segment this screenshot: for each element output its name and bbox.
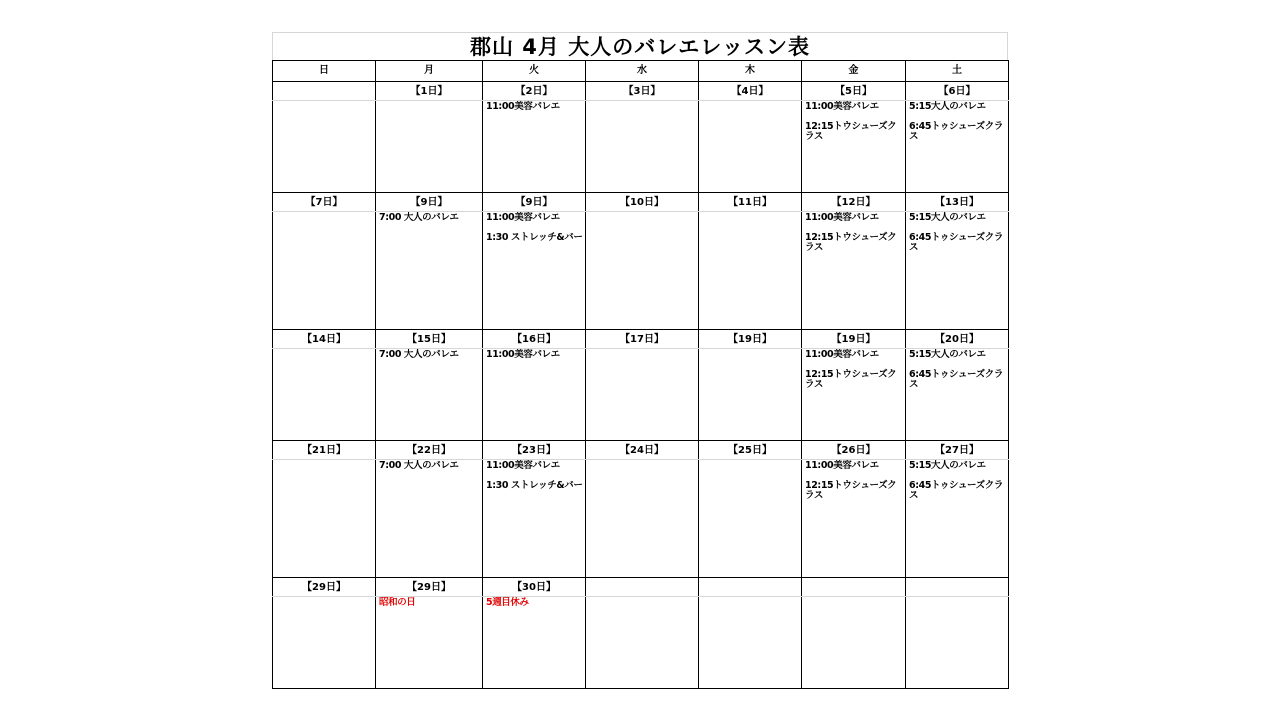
- day-events: [699, 597, 801, 598]
- day-cell: [483, 460, 586, 578]
- calendar-table: [272, 60, 1009, 689]
- lesson-entry: 5:15大人のバレエ: [909, 460, 986, 471]
- week-date-row: [273, 330, 1009, 349]
- day-cell: [699, 101, 802, 193]
- day-cell: [802, 597, 906, 689]
- day-events: [586, 460, 698, 461]
- weekday-mon: 月: [376, 61, 483, 82]
- day-cell: [376, 460, 483, 578]
- day-cell: [802, 349, 906, 441]
- lesson-entry: 11:00美容バレエ: [486, 349, 560, 360]
- day-events: [483, 597, 585, 608]
- day-events: [273, 349, 375, 350]
- lesson-entry: 12:15トウシューズクラス: [805, 232, 897, 253]
- page-title: 郡山 4月 大人のバレエレッスン表: [469, 35, 811, 59]
- day-events: [802, 212, 905, 263]
- day-events: [586, 212, 698, 213]
- lesson-entry: 5:15大人のバレエ: [909, 212, 986, 223]
- day-cell: [699, 460, 802, 578]
- weekday-sun: 日: [273, 61, 376, 82]
- day-events: [586, 101, 698, 102]
- holiday-note: 昭和の日: [379, 597, 416, 608]
- day-cell: [802, 460, 906, 578]
- weekday-thu: 木: [699, 61, 802, 82]
- day-events: [376, 101, 482, 102]
- lesson-entry: 12:15トウシューズクラス: [805, 480, 897, 501]
- day-events: [906, 212, 1008, 263]
- date-label: 【10日】: [586, 193, 699, 212]
- date-label: [586, 578, 699, 597]
- date-label: 【19日】: [802, 330, 906, 349]
- date-label: 【6日】: [906, 82, 1009, 101]
- date-label: 【25日】: [699, 441, 802, 460]
- day-events: [376, 597, 482, 608]
- day-events: [802, 101, 905, 152]
- lesson-entry: 5:15大人のバレエ: [909, 101, 986, 112]
- day-cell: [802, 101, 906, 193]
- day-events: [802, 597, 905, 598]
- day-events: [906, 597, 1008, 598]
- day-cell: [906, 349, 1009, 441]
- day-cell: [376, 212, 483, 330]
- date-label: 【9日】: [376, 193, 483, 212]
- day-cell: [483, 101, 586, 193]
- week-events-row: [273, 212, 1009, 330]
- date-label: [906, 578, 1009, 597]
- day-events: [273, 597, 375, 598]
- day-cell: [906, 597, 1009, 689]
- day-events: [699, 460, 801, 461]
- day-cell: [483, 349, 586, 441]
- date-label: 【7日】: [273, 193, 376, 212]
- lesson-schedule-sheet: [272, 32, 1008, 689]
- weekday-fri: 金: [802, 61, 906, 82]
- day-events: [906, 460, 1008, 511]
- lesson-entry: 7:00 大人のバレエ: [379, 349, 459, 360]
- weekday-wed: 水: [586, 61, 699, 82]
- lesson-entry: 1:30 ストレッチ&バー: [486, 480, 583, 491]
- day-events: [483, 460, 585, 501]
- date-label: 【23日】: [483, 441, 586, 460]
- date-label: [273, 82, 376, 101]
- lesson-entry: 12:15トウシューズクラス: [805, 369, 897, 390]
- title-row: [272, 32, 1008, 60]
- day-events: [906, 349, 1008, 400]
- calendar-body: [273, 82, 1009, 689]
- lesson-entry: 6:45トゥシューズクラス: [909, 232, 1003, 253]
- day-cell: [586, 212, 699, 330]
- day-events: [586, 349, 698, 350]
- date-label: 【13日】: [906, 193, 1009, 212]
- day-events: [376, 212, 482, 233]
- date-label: 【11日】: [699, 193, 802, 212]
- day-cell: [586, 349, 699, 441]
- date-label: 【12日】: [802, 193, 906, 212]
- holiday-note: 5週目休み: [486, 597, 529, 608]
- weekday-tue: 火: [483, 61, 586, 82]
- lesson-entry: 11:00美容バレエ: [805, 349, 879, 360]
- day-events: [802, 460, 905, 511]
- lesson-entry: 6:45トゥシューズクラス: [909, 121, 1003, 142]
- day-events: [273, 212, 375, 213]
- date-label: [802, 578, 906, 597]
- day-events: [483, 349, 585, 370]
- day-cell: [586, 597, 699, 689]
- day-events: [699, 349, 801, 350]
- lesson-entry: 11:00美容バレエ: [486, 460, 560, 471]
- date-label: 【29日】: [273, 578, 376, 597]
- date-label: 【21日】: [273, 441, 376, 460]
- day-cell: [802, 212, 906, 330]
- day-events: [699, 212, 801, 213]
- lesson-entry: 11:00美容バレエ: [805, 212, 879, 223]
- date-label: 【16日】: [483, 330, 586, 349]
- date-label: 【9日】: [483, 193, 586, 212]
- lesson-entry: 7:00 大人のバレエ: [379, 212, 459, 223]
- week-date-row: [273, 441, 1009, 460]
- day-cell: [483, 597, 586, 689]
- week-events-row: [273, 597, 1009, 689]
- lesson-entry: 5:15大人のバレエ: [909, 349, 986, 360]
- lesson-entry: 6:45トゥシューズクラス: [909, 369, 1003, 390]
- day-cell: [483, 212, 586, 330]
- date-label: 【5日】: [802, 82, 906, 101]
- day-events: [586, 597, 698, 598]
- day-cell: [699, 597, 802, 689]
- day-cell: [699, 212, 802, 330]
- day-cell: [699, 349, 802, 441]
- lesson-entry: 11:00美容バレエ: [486, 212, 560, 223]
- day-events: [273, 460, 375, 461]
- week-date-row: [273, 193, 1009, 212]
- day-cell: [376, 597, 483, 689]
- date-label: 【3日】: [586, 82, 699, 101]
- day-cell: [376, 349, 483, 441]
- day-events: [376, 460, 482, 481]
- date-label: 【27日】: [906, 441, 1009, 460]
- week-events-row: [273, 460, 1009, 578]
- day-cell: [376, 101, 483, 193]
- week-date-row: [273, 578, 1009, 597]
- date-label: 【22日】: [376, 441, 483, 460]
- lesson-entry: 1:30 ストレッチ&バー: [486, 232, 583, 243]
- week-date-row: [273, 82, 1009, 101]
- lesson-entry: 12:15トウシューズクラス: [805, 121, 897, 142]
- day-cell: [273, 101, 376, 193]
- date-label: 【4日】: [699, 82, 802, 101]
- date-label: 【24日】: [586, 441, 699, 460]
- date-label: 【20日】: [906, 330, 1009, 349]
- day-cell: [906, 212, 1009, 330]
- date-label: 【14日】: [273, 330, 376, 349]
- day-events: [376, 349, 482, 370]
- date-label: 【15日】: [376, 330, 483, 349]
- date-label: 【17日】: [586, 330, 699, 349]
- date-label: [699, 578, 802, 597]
- week-events-row: [273, 349, 1009, 441]
- day-events: [273, 101, 375, 102]
- day-cell: [273, 460, 376, 578]
- lesson-entry: 11:00美容バレエ: [486, 101, 560, 112]
- day-events: [699, 101, 801, 102]
- lesson-entry: 6:45トゥシューズクラス: [909, 480, 1003, 501]
- date-label: 【29日】: [376, 578, 483, 597]
- day-cell: [906, 460, 1009, 578]
- day-cell: [906, 101, 1009, 193]
- day-cell: [586, 460, 699, 578]
- date-label: 【26日】: [802, 441, 906, 460]
- date-label: 【30日】: [483, 578, 586, 597]
- day-cell: [273, 349, 376, 441]
- weekday-header-row: [273, 61, 1009, 82]
- weekday-sat: 土: [906, 61, 1009, 82]
- day-cell: [273, 212, 376, 330]
- lesson-entry: 7:00 大人のバレエ: [379, 460, 459, 471]
- day-events: [483, 101, 585, 122]
- week-events-row: [273, 101, 1009, 193]
- date-label: 【2日】: [483, 82, 586, 101]
- day-cell: [586, 101, 699, 193]
- day-events: [906, 101, 1008, 152]
- lesson-entry: 11:00美容バレエ: [805, 101, 879, 112]
- day-cell: [273, 597, 376, 689]
- lesson-entry: 11:00美容バレエ: [805, 460, 879, 471]
- date-label: 【1日】: [376, 82, 483, 101]
- day-events: [802, 349, 905, 400]
- date-label: 【19日】: [699, 330, 802, 349]
- day-events: [483, 212, 585, 253]
